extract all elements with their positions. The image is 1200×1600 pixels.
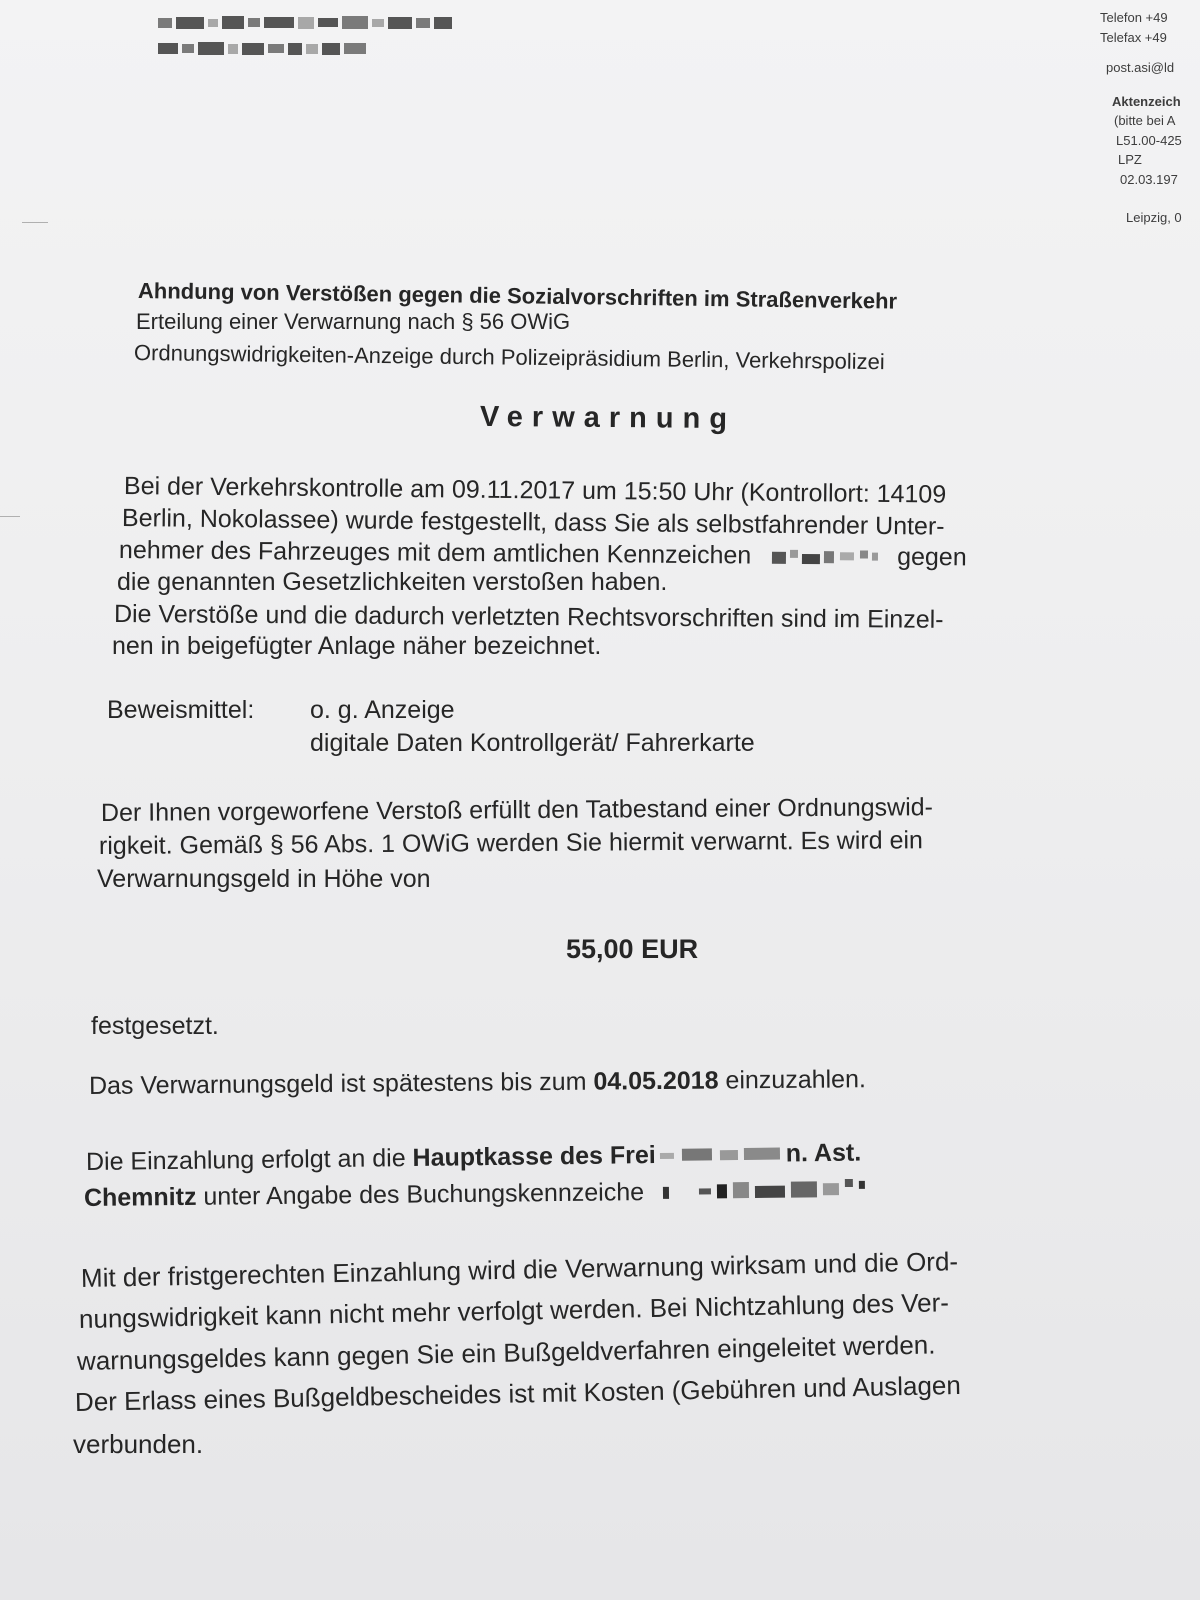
payment-line-1 bbox=[86, 1137, 862, 1178]
file-reference-number: L51.00-425 bbox=[1116, 133, 1182, 148]
closing-line-5: verbunden. bbox=[73, 1429, 204, 1459]
place-and-date: Leipzig, 0 bbox=[1126, 210, 1182, 225]
payment-deadline-tail: einzuzahlen. bbox=[725, 1065, 866, 1095]
evidence-item-1: o. g. Anzeige bbox=[310, 696, 455, 724]
set-text: festgesetzt. bbox=[91, 1012, 219, 1040]
redacted-recipient-name bbox=[656, 1144, 786, 1168]
payment-line-2 bbox=[84, 1174, 879, 1214]
subject-line-1: Ahndung von Verstößen gegen die Sozialvorschriften im Straßenverkehr bbox=[137, 278, 898, 314]
sender-fax: Telefax +49 bbox=[1100, 30, 1167, 45]
payment-deadline-date: 04.05.2018 bbox=[593, 1066, 719, 1096]
redacted-recipient-line-2 bbox=[158, 42, 366, 55]
payment-recipient-city: Chemnitz bbox=[83, 1182, 197, 1212]
redacted-booking-code bbox=[659, 1179, 879, 1205]
intro-line-3-tail: gegen bbox=[897, 542, 967, 572]
closing-line-3: warnungsgeldes kann gegen Sie ein Bußgeldverfahren eingeleitet werden. bbox=[76, 1329, 936, 1376]
sender-email: post.asi@ld bbox=[1106, 60, 1175, 75]
file-reference-code: LPZ bbox=[1118, 152, 1142, 167]
intro-line-3-text: nehmer des Fahrzeuges mit dem amtlichen Kennzeichen bbox=[118, 536, 752, 570]
subject-line-2: Erteilung einer Verwarnung nach § 56 OWiG bbox=[136, 309, 571, 334]
redacted-recipient-line-1 bbox=[158, 16, 452, 29]
evidence-label: Beweismittel: bbox=[107, 696, 255, 724]
payment-line-1-text: Die Einzahlung erfolgt an die bbox=[85, 1144, 406, 1176]
offense-line-2: rigkeit. Gemäß § 56 Abs. 1 OWiG werden Sie hiermit verwarnt. Es wird ein bbox=[98, 826, 923, 860]
intro-line-1: Bei der Verkehrskontrolle am 09.11.2017 um 15:50 Uhr (Kontrollort: 14109 bbox=[123, 472, 947, 509]
payment-recipient-end: n. Ast. bbox=[785, 1138, 862, 1168]
file-reference-hint: (bitte bei A bbox=[1114, 113, 1176, 128]
offense-line-3: Verwarnungsgeld in Höhe von bbox=[97, 865, 431, 893]
intro-line-4: die genannten Gesetzlichkeiten verstoßen haben. bbox=[117, 568, 668, 596]
sender-phone: Telefon +49 bbox=[1100, 10, 1168, 25]
offense-line-1: Der Ihnen vorgeworfene Verstoß erfüllt den Tatbestand einer Ordnungswid- bbox=[100, 793, 934, 827]
payment-deadline-text: Das Verwarnungsgeld ist spätestens bis zum bbox=[88, 1067, 587, 1100]
closing-line-1: Mit der fristgerechten Einzahlung wird die Verwarnung wirksam und die Ord- bbox=[80, 1246, 959, 1293]
file-reference-date: 02.03.197 bbox=[1120, 172, 1178, 187]
redacted-license-plate bbox=[764, 548, 884, 567]
fold-mark-top bbox=[22, 222, 48, 223]
payment-recipient-start: Hauptkasse des Frei bbox=[412, 1141, 656, 1173]
evidence-item-2: digitale Daten Kontrollgerät/ Fahrerkarte bbox=[310, 729, 755, 757]
intro-line-6: nen in beigefügter Anlage näher bezeichnet. bbox=[112, 632, 602, 660]
fold-mark-middle bbox=[0, 516, 20, 517]
payment-deadline bbox=[89, 1063, 866, 1102]
subject-line-3: Ordnungswidrigkeiten-Anzeige durch Polizeipräsidium Berlin, Verkehrspolizei bbox=[133, 340, 885, 375]
closing-line-4: Der Erlass eines Bußgeldbescheides ist mit Kosten (Gebühren und Auslagen bbox=[74, 1369, 962, 1417]
document-title: Verwarnung bbox=[479, 400, 737, 436]
intro-line-2: Berlin, Nokolassee) wurde festgestellt, dass Sie als selbstfahrender Unter- bbox=[121, 504, 945, 541]
intro-line-5: Die Verstöße und die dadurch verletzten Rechtsvorschriften sind im Einzel- bbox=[113, 600, 944, 634]
fine-amount: 55,00 EUR bbox=[566, 934, 699, 964]
closing-line-2: nungswidrigkeit kann nicht mehr verfolgt werden. Bei Nichtzahlung des Ver- bbox=[78, 1287, 950, 1334]
file-reference-label: Aktenzeich bbox=[1112, 94, 1181, 109]
payment-line-2-text: unter Angabe des Buchungskennzeiche bbox=[203, 1178, 645, 1211]
